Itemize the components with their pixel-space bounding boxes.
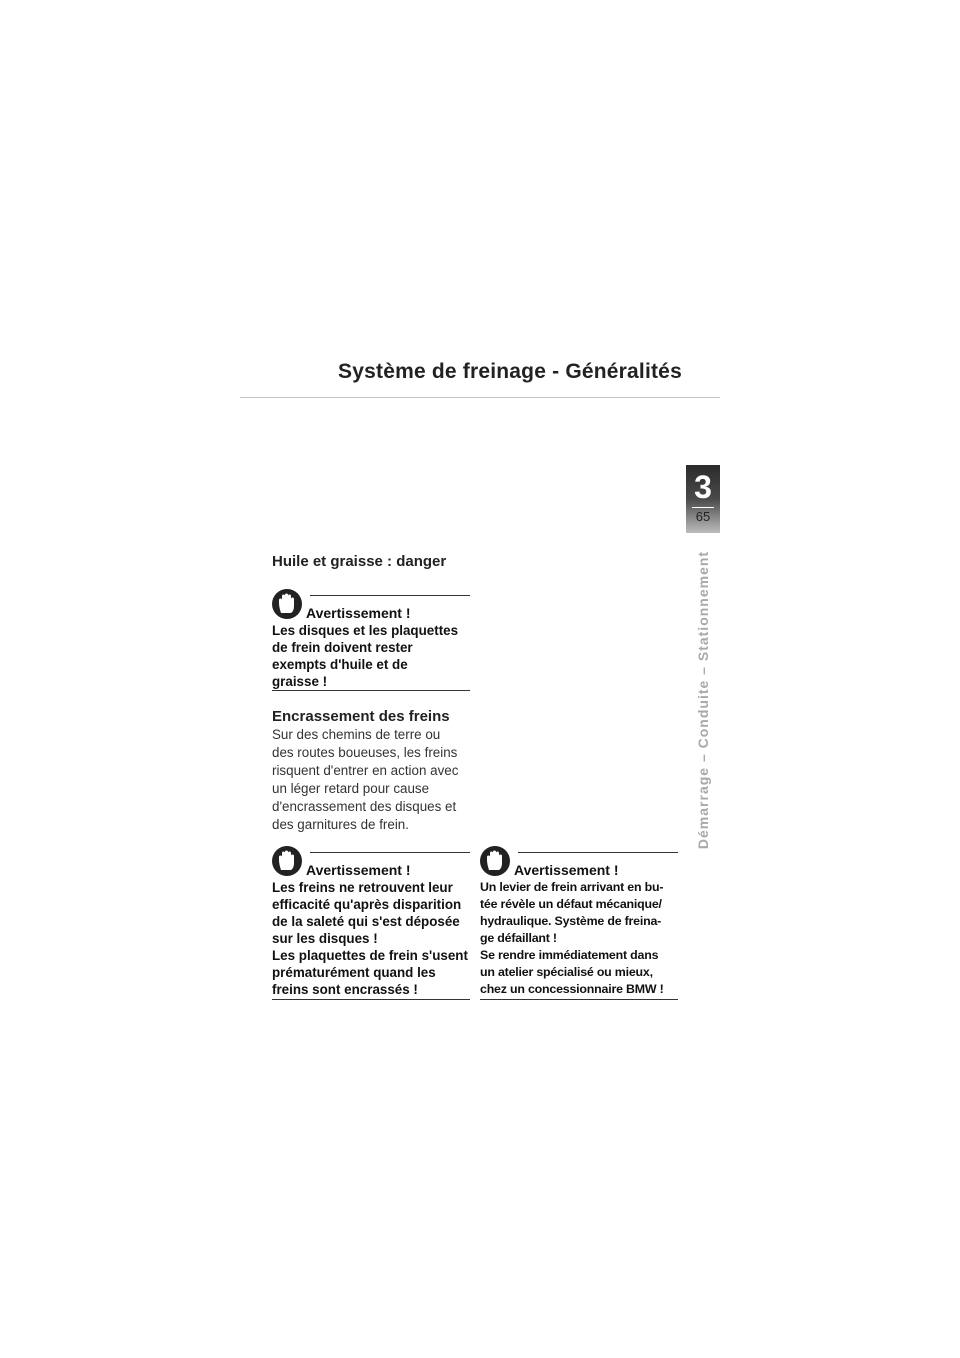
warning-bottom-rule bbox=[272, 999, 470, 1000]
section-heading: Huile et graisse : danger bbox=[272, 553, 447, 570]
fouling-heading: Encrassement des freins bbox=[272, 708, 450, 725]
warning-top-rule bbox=[518, 852, 678, 853]
warning-text: Les disques et les plaquettes de frein doivent rester exempts d'huile et de graisse ! bbox=[272, 623, 459, 689]
warning-bottom-rule bbox=[272, 690, 470, 691]
chapter-tab bbox=[686, 465, 720, 533]
hand-stop-icon bbox=[272, 846, 302, 876]
warning-top-rule bbox=[310, 852, 470, 853]
title-divider bbox=[240, 397, 720, 398]
hand-stop-icon bbox=[272, 589, 302, 619]
chapter-side-label: Démarrage – Conduite – Stationnement bbox=[695, 550, 711, 850]
chapter-tab-divider bbox=[692, 507, 714, 508]
warning-bottom-rule bbox=[480, 999, 678, 1000]
warning-label: Avertissement ! bbox=[306, 862, 411, 878]
warning-text: Un levier de frein arrivant en bu- tée révèle un défaut mécanique/ hydraulique. Système de freina- ge défaillant ! Se rendre immédiatement dans un atelier spécialisé ou mieux, chez un concessionnaire BMW ! bbox=[480, 880, 664, 996]
page-title: Système de freinage - Généralités bbox=[338, 360, 682, 383]
warning-text: Les freins ne retrouvent leur efficacité qu'après disparition de la saleté qui s'est déposée sur les disques ! Les plaquettes de frein s'usent prématurément quand les freins sont encrassés ! bbox=[272, 880, 468, 997]
warning-box-oil bbox=[272, 595, 470, 691]
warning-label: Avertissement ! bbox=[306, 605, 411, 621]
warning-top-rule bbox=[310, 595, 470, 596]
warning-label: Avertissement ! bbox=[514, 862, 619, 878]
page-number: 65 bbox=[695, 509, 711, 524]
hand-stop-icon bbox=[480, 846, 510, 876]
chapter-number: 3 bbox=[694, 469, 712, 505]
warning-box-dirt bbox=[272, 852, 470, 1000]
fouling-text: Sur des chemins de terre ou des routes boueuses, les freins risquent d'entrer en action avec un léger retard pour cause d'encrassement des disques et des garnitures de frein. bbox=[272, 727, 459, 832]
warning-box-lever bbox=[480, 852, 678, 1000]
